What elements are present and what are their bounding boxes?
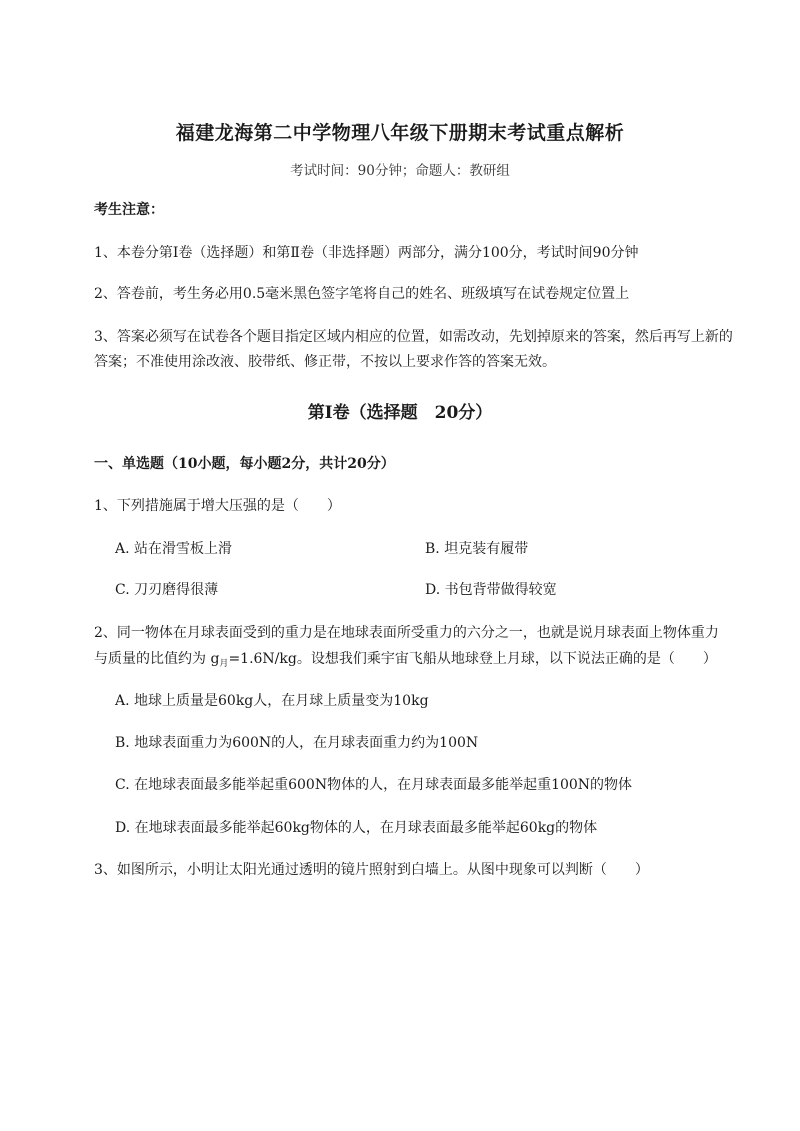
- gravity-subscript: 月: [219, 659, 229, 669]
- question-1-option-b: B. 坦克装有履带: [425, 541, 529, 557]
- question-2-option-b: B. 地球表面重力为600N的人，在月球表面重力约为100N: [115, 735, 479, 751]
- note-item-1: 1、本卷分第I卷（选择题）和第Ⅱ卷（非选择题）两部分，满分100分，考试时间90分钟: [94, 245, 639, 261]
- question-2-stem-part: 与质量的比值约为 g: [94, 651, 220, 667]
- note-item-2: 2、答卷前，考生务必用0.5毫米黑色签字笔将自己的姓名、班级填写在试卷规定位置上: [94, 286, 630, 302]
- page-title: 福建龙海第二中学物理八年级下册期末考试重点解析: [175, 122, 625, 144]
- note-item-3: 3、答案必须写在试卷各个题目指定区域内相应的位置，如需改动，先划掉原来的答案，然后再写上新的答案；不准使用涂改液、胶带纸、修正带，不按以上要求作答的答案无效。: [94, 329, 733, 370]
- question-2-option-a: A. 地球上质量是60kg人，在月球上质量变为10kg: [115, 693, 429, 709]
- section-title: 第I卷（选择题 20分）: [307, 403, 493, 423]
- question-2-stem-line2: [94, 647, 717, 677]
- question-2-option-d: D. 在地球表面最多能举起60kg物体的人，在月球表面最多能举起60kg的物体: [115, 820, 598, 836]
- question-1-stem: 1、下列措施属于增大压强的是（ ）: [94, 498, 341, 514]
- exam-info: 考试时间：90分钟；命题人：教研组: [290, 163, 510, 179]
- question-1-option-a: A. 站在滑雪板上滑: [115, 541, 233, 557]
- question-2-stem-part: =1.6N/kg。设想我们乘宇宙飞船从地球登上月球，以下说法正确的是（ ）: [228, 651, 717, 667]
- question-2-stem-line1: 2、同一物体在月球表面受到的重力是在地球表面所受重力的六分之一，也就是说月球表面上物体重力: [94, 625, 719, 641]
- question-2-option-c: C. 在地球表面最多能举起重600N物体的人，在月球表面最多能举起重100N的物体: [115, 777, 633, 793]
- part-heading: 一、单选题（10小题，每小题2分，共计20分）: [94, 456, 395, 472]
- question-3-stem: 3、如图所示，小明让太阳光通过透明的镜片照射到白墙上。从图中现象可以判断（ ）: [94, 862, 649, 878]
- notes-heading: 考生注意：: [94, 202, 164, 218]
- question-1-option-c: C. 刀刃磨得很薄: [115, 582, 219, 598]
- question-1-option-d: D. 书包背带做得较宽: [425, 582, 557, 598]
